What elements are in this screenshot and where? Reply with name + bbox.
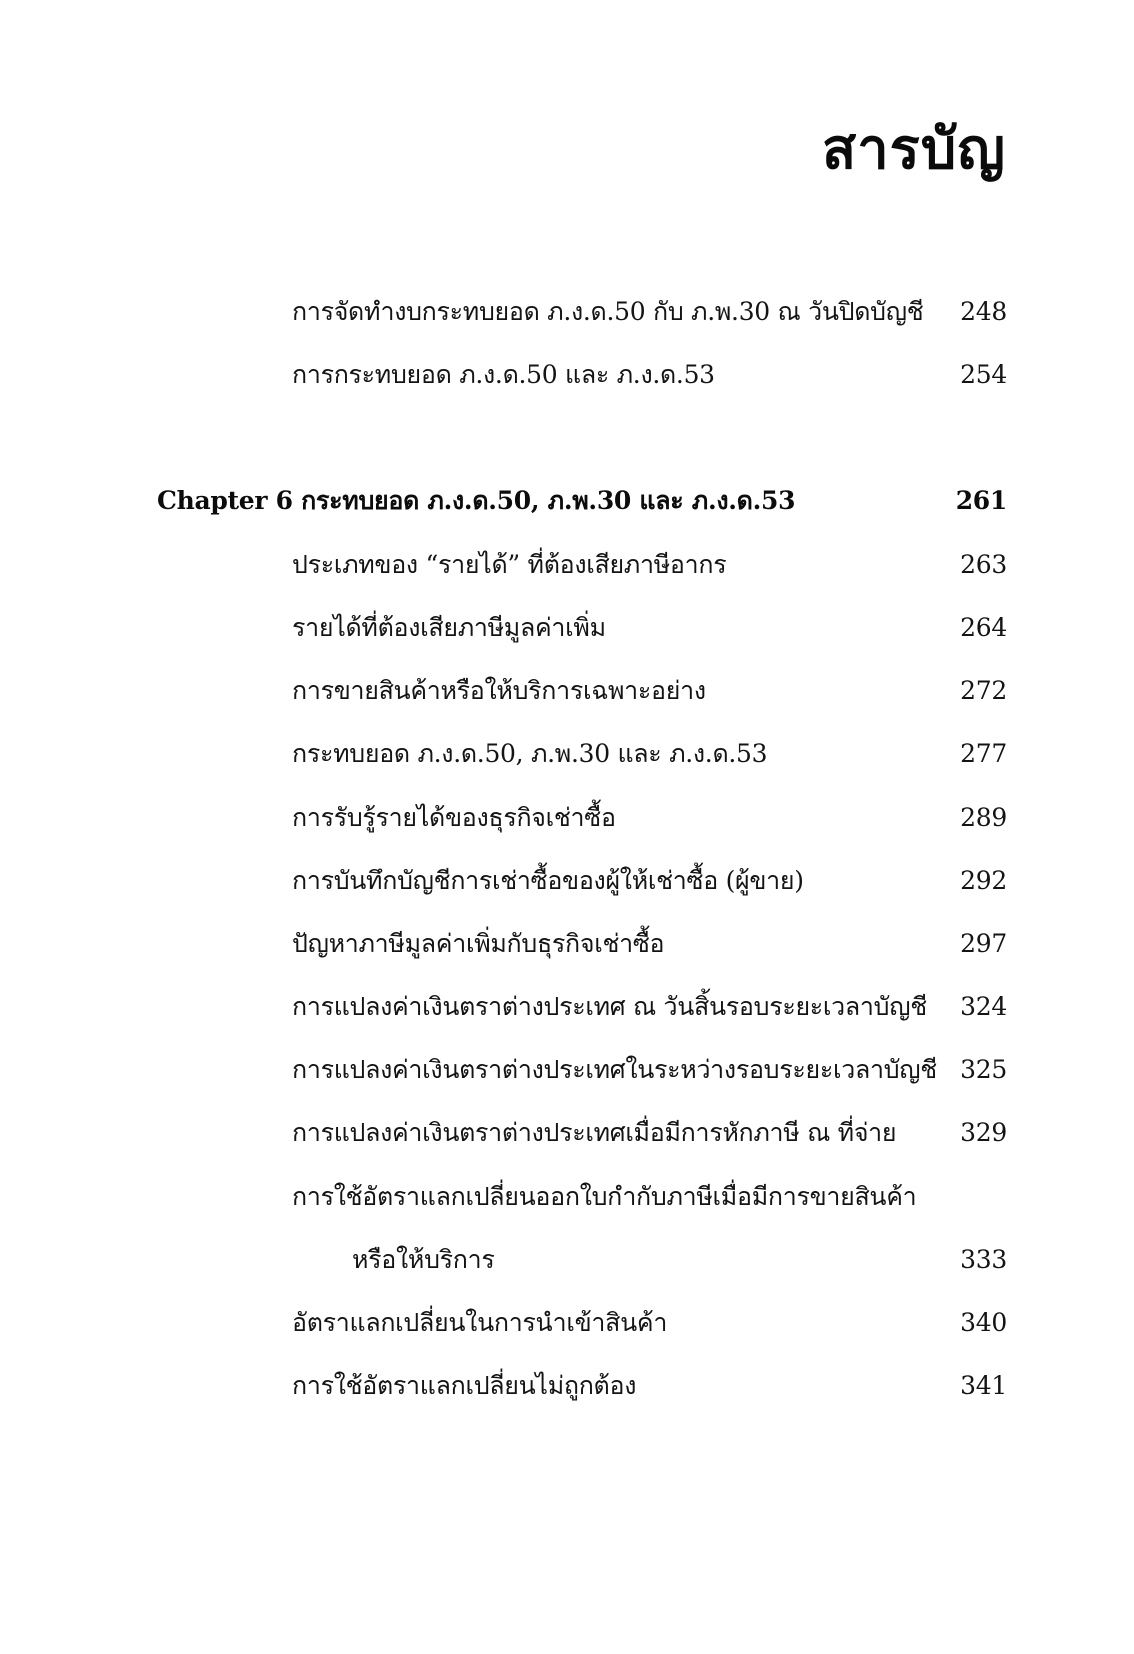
toc-entry-page: 289: [960, 803, 1007, 832]
toc-entry-title: การรับรู้รายได้ของธุรกิจเช่าซื้อ: [292, 803, 616, 832]
toc-entry: [0, 605, 1134, 651]
toc-entry: [0, 1300, 1134, 1346]
toc-entry-title: อัตราแลกเปลี่ยนในการนำเข้าสินค้า: [292, 1308, 668, 1337]
toc-entry-title: การแปลงค่าเงินตราต่างประเทศ ณ วันสิ้นรอบระยะเวลาบัญชี: [292, 992, 927, 1021]
toc-chapter-title: Chapter 6 กระทบยอด ภ.ง.ด.50, ภ.พ.30 และ ภ.ง.ด.53: [157, 486, 796, 515]
toc-entry-page: 340: [960, 1308, 1007, 1337]
toc-entry-page: 329: [960, 1118, 1007, 1147]
toc-entry: [0, 858, 1134, 904]
toc-entry: [0, 984, 1134, 1030]
toc-entry-page: 264: [960, 613, 1007, 642]
toc-entry-title: ปัญหาภาษีมูลค่าเพิ่มกับธุรกิจเช่าซื้อ: [292, 929, 665, 958]
toc-entry-page: 325: [960, 1055, 1007, 1084]
toc-entry-title: การขายสินค้าหรือให้บริการเฉพาะอย่าง: [292, 676, 706, 705]
toc-entry-title: การใช้อัตราแลกเปลี่ยนออกใบกำกับภาษีเมื่อมีการขายสินค้า: [292, 1182, 917, 1211]
toc-chapter-page: 261: [955, 486, 1007, 515]
toc-entry-title: การบันทึกบัญชีการเช่าซื้อของผู้ให้เช่าซื้อ (ผู้ขาย): [292, 866, 804, 895]
toc-entry-title: การใช้อัตราแลกเปลี่ยนไม่ถูกต้อง: [292, 1371, 637, 1400]
toc-entry-title-continuation: หรือให้บริการ: [352, 1245, 495, 1274]
toc-entry-page: 254: [960, 360, 1007, 389]
toc-entry-title: การแปลงค่าเงินตราต่างประเทศในระหว่างรอบระยะเวลาบัญชี: [292, 1055, 937, 1084]
toc-entry: [0, 795, 1134, 841]
toc-entry-page: 277: [960, 739, 1007, 768]
toc-entry: [0, 1110, 1134, 1156]
toc-entry-page: 292: [960, 866, 1007, 895]
toc-entry-title: รายได้ที่ต้องเสียภาษีมูลค่าเพิ่ม: [292, 613, 606, 642]
toc-entry-page: 248: [960, 297, 1007, 326]
toc-entry-page: 324: [960, 992, 1007, 1021]
toc-entry-page: 263: [960, 550, 1007, 579]
toc-entry-title: การแปลงค่าเงินตราต่างประเทศเมื่อมีการหักภาษี ณ ที่จ่าย: [292, 1118, 897, 1147]
toc-entry: [0, 1174, 1134, 1220]
toc-entry-title: กระทบยอด ภ.ง.ด.50, ภ.พ.30 และ ภ.ง.ด.53: [292, 739, 768, 768]
toc-entry-title: การกระทบยอด ภ.ง.ด.50 และ ภ.ง.ด.53: [292, 360, 715, 389]
toc-entry: [0, 542, 1134, 588]
toc-entry-page: 333: [960, 1245, 1007, 1274]
toc-entry-title: การจัดทำงบกระทบยอด ภ.ง.ด.50 กับ ภ.พ.30 ณ วันปิดบัญชี: [292, 297, 924, 326]
toc-entry: [0, 289, 1134, 335]
toc-entry: [0, 352, 1134, 398]
toc-entry-page: 297: [960, 929, 1007, 958]
toc-entry-page: 272: [960, 676, 1007, 705]
toc-entry: [0, 1047, 1134, 1093]
toc-entry: [0, 921, 1134, 967]
page-title: สารบัญ: [822, 117, 1006, 182]
toc-entry: [0, 1363, 1134, 1409]
toc-chapter-heading: [0, 478, 1134, 524]
toc-entry-continuation: [0, 1237, 1134, 1283]
toc-entry: [0, 731, 1134, 777]
toc-entry-page: 341: [960, 1371, 1007, 1400]
toc-entry: [0, 668, 1134, 714]
toc-entry-title: ประเภทของ “รายได้” ที่ต้องเสียภาษีอากร: [292, 550, 727, 579]
